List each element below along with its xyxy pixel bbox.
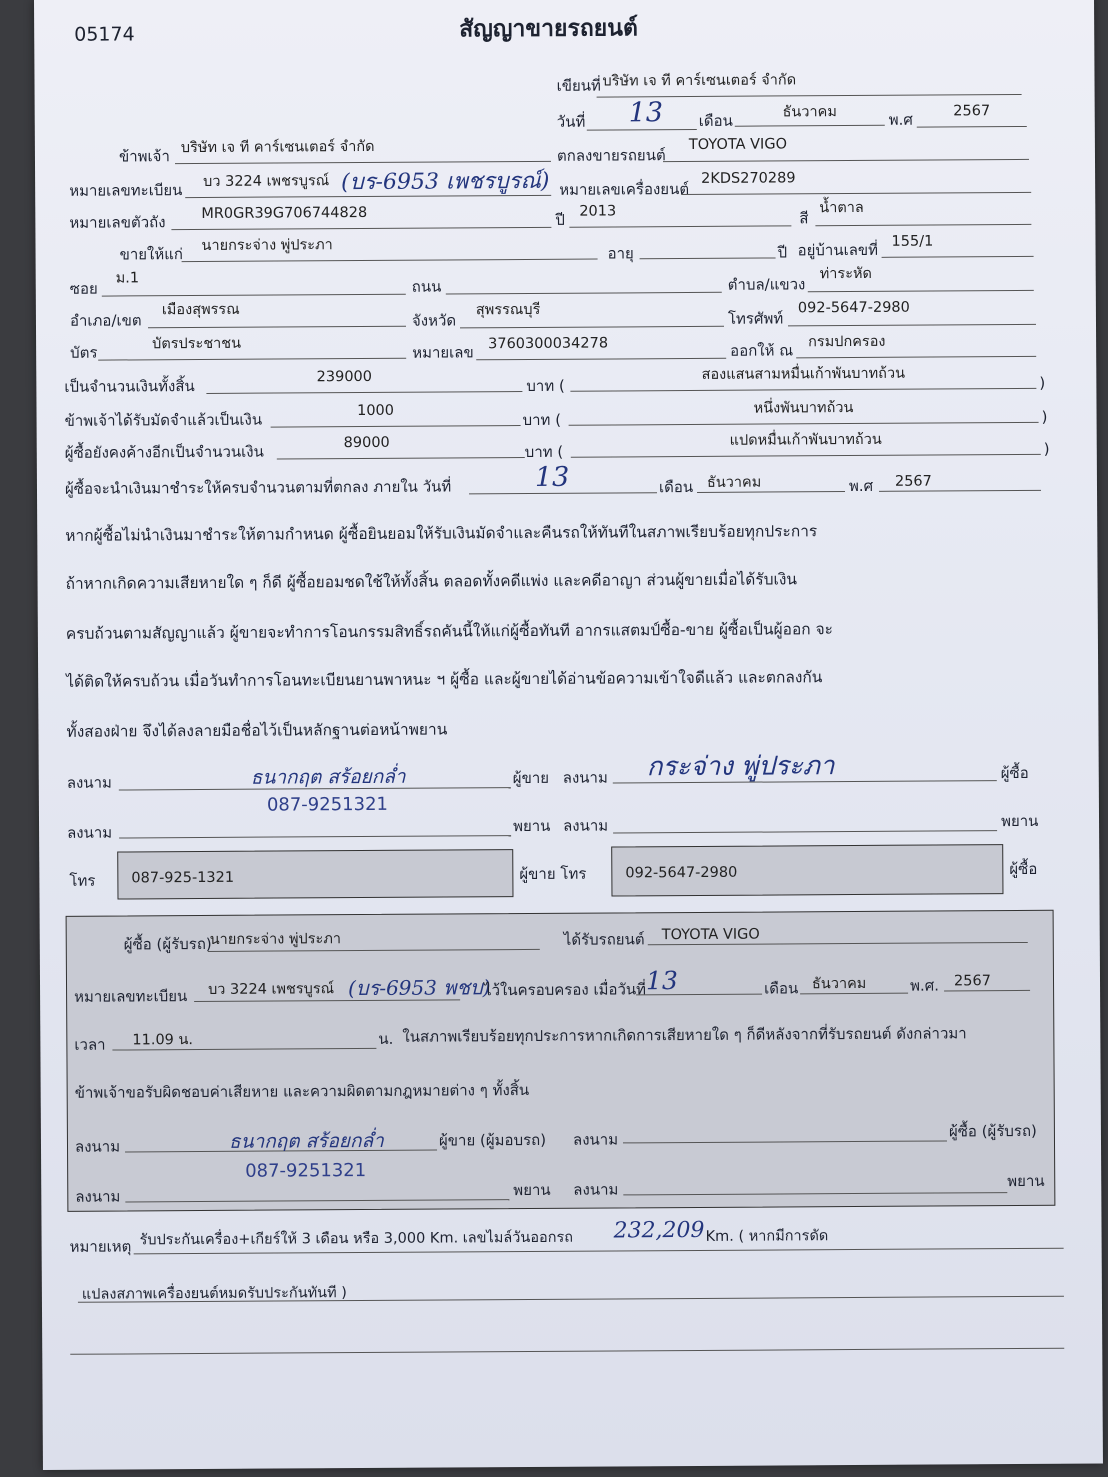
written-at-value: บริษัท เจ ที คาร์เซนเตอร์ จำกัด [602,72,797,90]
card-number-line [476,358,726,361]
seller-signature-phone: 087-9251321 [266,793,389,816]
receipt-possession-label: ไว้ในครอบครอง เมื่อวันที่ [484,980,647,1000]
subdistrict-value: ท่าระหัด [819,265,873,283]
house-label: อยู่บ้านเลขที่ [797,240,879,260]
terms-line-2: ถ้าหากเกิดความเสียหายใด ๆ ก็ดี ผู้ซื้อยอมชดใช้ให้ทั้งสิ้น ตลอดทั้งคดีแพ่ง และคดีอาญา ส่วนผู้ขายเมื่อได้รับเงิน [65,570,798,593]
remaining-baht-label: บาท ( [524,442,564,462]
witness1-sign-label: ลงนาม [67,823,113,842]
card-label: บัตร [70,343,98,362]
buyer-value: นายกระจ่าง พู่ประภา [201,237,333,254]
deposit-label: ข้าพเจ้าได้รับมัดจำแล้วเป็นเงิน [64,410,263,430]
date-day-handwritten: 13 [628,97,664,129]
document-number: 05174 [74,23,135,46]
receipt-day-handwritten: 13 [645,966,678,996]
card-number-label: หมายเลข [412,343,474,362]
deposit-words: หนึ่งพันบาทถ้วน [753,400,854,417]
receipt-month-label: เดือน [763,979,799,998]
receipt-year-label: พ.ศ. [909,976,940,995]
terms-line-1: หากผู้ซื้อไม่นำเงินมาชำระให้ตามกำหนด ผู้ซื้อยินยอมให้รับเงินมัดจำและคืนรถให้ทันทีในสภาพเรียบร้อยทุกประการ [65,522,818,545]
receipt-seller-sign-label: ลงนาม [74,1137,121,1156]
deposit-words-line [569,422,1039,426]
agree-value: TOYOTA VIGO [688,136,788,154]
agree-line [663,159,1029,162]
total-line [206,391,522,394]
age-label: อายุ [607,244,634,263]
remark-line-3 [70,1348,1064,1355]
seller-phone-label: ผู้ขาย โทร [519,864,587,884]
total-words: สองแสนสามหมื่นเก้าพันบาทถ้วน [701,365,906,383]
buyer-line [182,259,598,263]
buyer-phone-value: 092-5647-2980 [625,864,738,882]
subdistrict-label: ตำบล/แขวง [727,275,806,294]
engine-value: 2KDS270289 [701,170,796,187]
receipt-seller-signature-phone: 087-9251321 [245,1159,367,1182]
receipt-condition-text: ในสภาพเรียบร้อยทุกประการหากเกิดการเสียหายใด ๆ ก็ดีหลังจากที่รับรถยนต์ ดังกล่าวมา [402,1024,967,1046]
phone-value: 092-5647-2980 [797,299,910,317]
payment-due-year-label: พ.ศ [848,476,874,496]
district-line [148,326,406,329]
receipt-reg-handwritten: (บร-6953 พชบ) [347,975,491,1001]
total-words-line [570,388,1036,392]
remark-line-1 [134,1248,1064,1255]
terms-line-5: ทั้งสองฝ่าย จึงได้ลงลายมือชื่อไว้เป็นหลักฐานต่อหน้าพยาน [66,720,448,741]
soi-line [102,294,406,297]
district-label: อำเภอ/เขต [69,311,142,330]
remark-text-2: Km. ( หากมีการดัด [705,1228,829,1245]
receipt-received-label: ได้รับรถยนต์ [563,930,645,949]
deposit-line [271,425,521,428]
years-label: ปี [777,243,788,262]
remark-text-3: แปลงสภาพเครื่องยนต์หมดรับประกันทันที ) [81,1285,347,1303]
soi-value: ม.1 [115,270,140,287]
engine-line [681,192,1031,195]
color-label: สี [799,209,809,228]
receipt-buyer-sign-label: ลงนาม [572,1130,619,1149]
payment-due-month-label: เดือน [658,477,694,497]
date-day-label: วันที่ [556,112,586,131]
receipt-witness1-sign-label: ลงนาม [75,1187,121,1206]
receipt-seller-role: ผู้ขาย (ผู้มอบรถ) [438,1130,547,1150]
seller-role-label: ผู้ขาย [512,768,550,788]
date-year-line [917,126,1027,128]
receipt-year-value: 2567 [953,973,991,990]
receipt-witness2-sign-label: ลงนาม [573,1180,619,1199]
subdistrict-line [808,290,1034,292]
remaining-words: แปดหมื่นเก้าพันบาทถ้วน [729,431,882,449]
card-issuer-line [796,356,1036,358]
remaining-value: 89000 [343,434,390,452]
chassis-value: MR0GR39G706744828 [201,204,368,222]
color-line [815,224,1031,226]
phone-label: โทรศัพท์ [727,309,784,328]
receipt-time-value: 11.09 น. [132,1032,194,1049]
buyer-sign-label: ลงนาม [562,768,608,787]
date-month-line [735,125,885,127]
remaining-label: ผู้ซื้อยังคงค้างอีกเป็นจำนวนเงิน [64,442,264,462]
payment-due-year-value: 2567 [894,473,932,490]
province-label: จังหวัด [411,311,457,330]
card-issuer-value: กรมปกครอง [808,333,886,351]
witness2-sign-label: ลงนาม [562,816,609,835]
deposit-baht-label: บาท ( [522,410,562,430]
year-value: 2013 [579,203,617,220]
province-line [460,326,724,329]
buyer-signature: กระจ่าง พู่ประภา [646,751,835,783]
witness1-sign-line [119,835,511,838]
date-month-label: เดือน [698,111,733,130]
card-value: บัตรประชาชน [152,335,242,353]
chassis-line [171,227,551,230]
receipt-buyer-role: ผู้ซื้อ (ผู้รับรถ) [948,1121,1037,1141]
remark-mileage-handwritten: 232,209 [613,1217,705,1244]
date-month-value: ธันวาคม [782,104,837,121]
seller-sign-label: ลงนาม [66,773,112,792]
terms-line-3: ครบถ้วนตามสัญญาแล้ว ผู้ขายจะทำการโอนกรรมสิทธิ์รถคันนี้ให้แก่ผู้ซื้อทันที อากรแสตมป์ซื้อ-ขาย ผู้ซื้อเป็นผู้ออก จะ [65,620,834,643]
receipt-witness1-role: พยาน [513,1180,551,1200]
seller-phone-value: 087-925-1321 [131,869,235,887]
receipt-seller-signature: ธนากฤต สร้อยกล่ำ [228,1129,384,1153]
card-number-value: 3760300034278 [488,335,609,353]
card-issuer-label: ออกให้ ณ [730,341,794,360]
total-baht-label: บาท ( [526,376,565,395]
written-at-label: เขียนที่ [556,76,601,95]
payment-due-label: ผู้ซื้อจะนำเงินมาชำระให้ครบจำนวนตามที่ตกลง ภายใน วันที่ [64,477,452,498]
buyer-label: ขายให้แก่ [119,245,184,264]
road-value [446,268,722,270]
remaining-close: ) [1043,439,1050,458]
total-label: เป็นจำนวนเงินทั้งสิ้น [64,377,195,396]
road-label: ถนน [411,277,442,296]
vehicle-receipt-section [66,910,1056,1212]
receipt-n-label: น. [378,1029,394,1048]
soi-label: ซอย [69,279,98,298]
contract-sheet [34,0,1103,1470]
seller-signature: ธนากฤต สร้อยกล่ำ [250,765,406,789]
phone-row-label: โทร [69,871,96,890]
date-day-line [587,129,697,131]
terms-line-4: ได้ติดให้ครบถ้วน เมื่อวันทำการโอนทะเบียนยานพาหนะ ฯ ผู้ซื้อ และผู้ขายได้อ่านข้อความเข้าใจดีแล้ว และตกลงกัน [66,668,823,691]
color-value: น้ำตาล [819,199,864,217]
deposit-close: ) [1041,407,1048,426]
receipt-time-label: เวลา [74,1035,106,1054]
receipt-month-value: ธันวาคม [811,975,867,993]
payment-due-day-handwritten: 13 [534,461,570,493]
payment-due-month-value: ธันวาคม [706,474,762,491]
buyer-role-label: ผู้ซื้อ [1000,763,1029,783]
date-year-label: พ.ศ [888,110,913,129]
receipt-reg-label: หมายเลขทะเบียน [74,987,188,1006]
remaining-line [277,457,525,460]
registration-handwritten: (บร-6953 เพชรบูรณ์) [341,168,550,196]
house-value: 155/1 [891,233,934,250]
receipt-buyer-value: นายกระจ่าง พู่ประภา [209,931,342,948]
receipt-witness2-role: พยาน [1007,1171,1045,1191]
receipt-reg-value: บว 3224 เพชรบูรณ์ [208,981,335,998]
remaining-words-line [571,454,1041,458]
receipt-liability-text: ข้าพเจ้าขอรับผิดชอบค่าเสียหาย และความผิดตามกฎหมายต่าง ๆ ทั้งสิ้น [74,1080,530,1102]
registration-value: บว 3224 เพชรบูรณ์ [203,173,330,190]
age-line [640,257,776,259]
engine-label: หมายเลขเครื่องยนต์ [559,180,690,199]
agree-label: ตกลงขายรถยนต์ [556,146,666,165]
total-value: 239000 [316,368,373,386]
phone-line [788,324,1036,327]
document-title: สัญญาขายรถยนต์ [459,15,638,43]
remark-label: หมายเหตุ [69,1237,132,1256]
road-line [446,292,722,295]
seller-label: ข้าพเจ้า [118,147,170,166]
total-close: ) [1039,373,1046,392]
receipt-buyer-label: ผู้ซื้อ (ผู้รับรถ) [123,934,212,954]
witness1-role-label: พยาน [513,816,551,836]
house-line [882,256,1034,258]
witness2-role-label: พยาน [1000,811,1039,831]
date-year-value: 2567 [953,103,991,120]
receipt-car-value: TOYOTA VIGO [661,926,760,944]
remark-text-1: รับประกันเครื่อง+เกียร์ให้ 3 เดือน หรือ 3,000 Km. เลขไมล์วันออกรถ [139,1229,574,1249]
year-label: ปี [555,210,565,229]
witness2-sign-line [613,830,997,833]
district-value: เมืองสุพรรณ [161,301,240,319]
chassis-label: หมายเลขตัวถัง [69,213,166,232]
province-value: สุพรรณบุรี [475,301,541,319]
deposit-value: 1000 [357,402,395,420]
seller-value: บริษัท เจ ที คาร์เซนเตอร์ จำกัด [180,138,375,157]
card-line [98,358,406,361]
registration-label: หมายเลขทะเบียน [69,181,183,200]
age-value [639,235,775,236]
year-line [569,225,791,227]
buyer-phone-label: ผู้ซื้อ [1009,859,1038,879]
